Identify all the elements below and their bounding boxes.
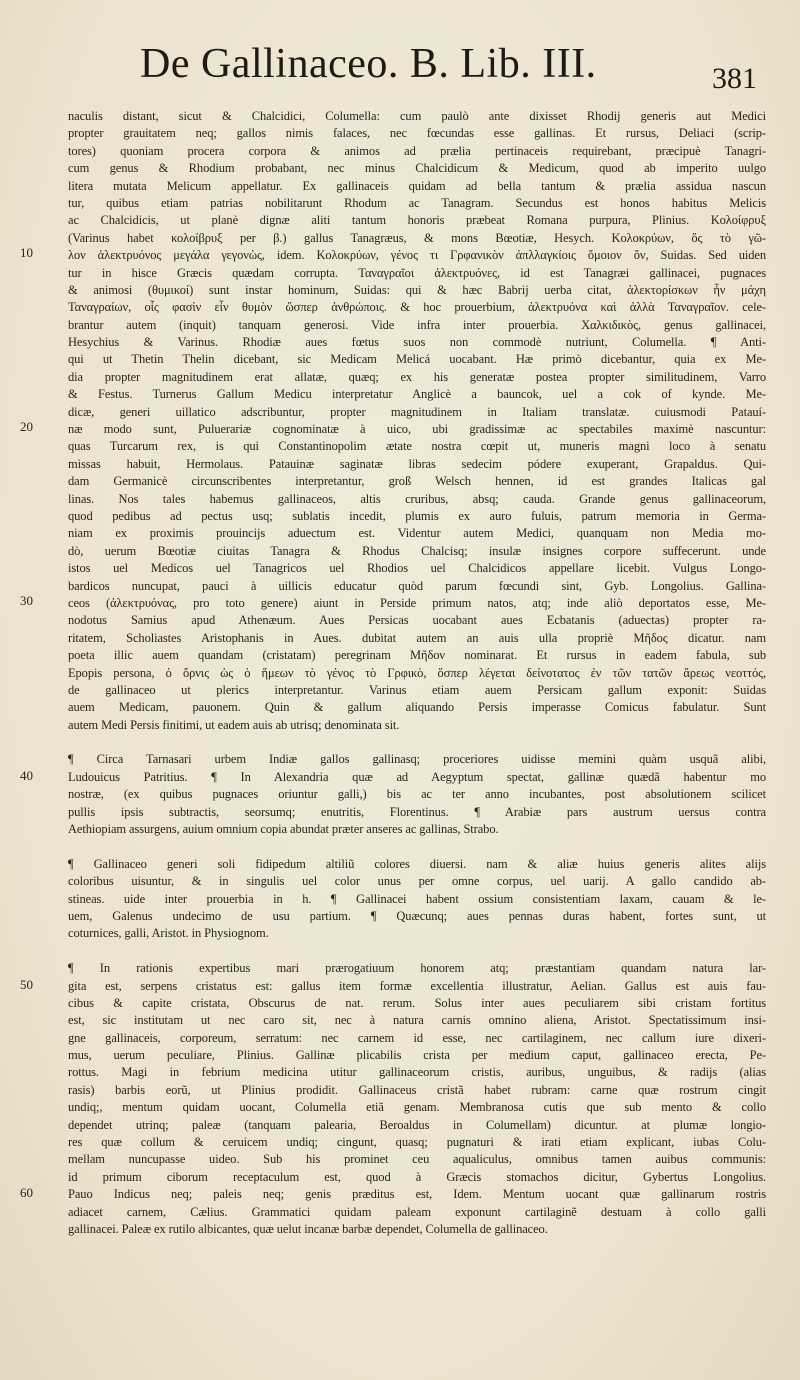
text-line: Epopis persona, ὁ ὄρνις ὡς ὁ ἥμεων τὸ γένος τὸ Γρφικὸ, ὅσπερ λέγεται δείνοτατος ἐν τῶν τατῶν ἄρεως νεοττός,	[68, 665, 766, 680]
text-line: autem Medi Persis finitimi, ut eadem auis ab utrisq; denominata sit.	[68, 717, 400, 732]
line-number: 30	[20, 593, 33, 608]
line-number: 60	[20, 1185, 33, 1200]
text-line: mus, uerum peculiare, Plinius. Gallinæ plicabilis crista per medium caput, gallinaceo erecta, Pe-	[68, 1048, 766, 1063]
text-line: linas. Nos tales habemus gallinaceos, altis cruribus, absq; cauda. Grande genus gallinaceorum,	[68, 491, 766, 506]
running-head: De Gallinaceo. B. Lib. III.	[140, 41, 597, 87]
text-line: est, sic institutam ut nec caro sit, nec à natura carnis omnino aliena, Aristot. Spectatissimum insi-	[68, 1013, 766, 1028]
text-line: dò, uerum Bœotiæ ciuitas Tanagra & Rhodus Chalcisq; insulæ insignes corpore suffecerunt. unde	[68, 543, 766, 558]
text-line: ceos (ἀλεκτρυόνας, pro toto genere) aiunt in Perside primum natos, atq; inde aliò deportatos esse, Me-	[68, 595, 766, 610]
text-line: λον ἀλεκτρυόνος μεγάλα γεγονὼς, idem. Κολοκρύων, γένος τι Γρφανικὸν ἀπλλαγκίοις ὅμοιον ὄν, Suidas. Sed uiden	[68, 248, 766, 263]
line-number: 10	[20, 245, 33, 260]
body-text	[68, 108, 766, 1238]
text-line: missas habuit, Hermolaus. Patauinæ saginatæ libras sedecim pódere exuperant, Grapaldus. Qui-	[68, 456, 766, 471]
line-number: 50	[20, 977, 33, 992]
paragraph	[68, 960, 766, 1238]
text-line: nostræ, (ex quibus pugnaces oriuntur galli,) bis ac ter anno incubantes, post absolutionem scilicet	[68, 787, 766, 802]
text-line: Hesychius & Varinus. Rhodiæ aues fœtus suos non commodè nutriunt, Columella. ¶ Anti-	[68, 335, 766, 350]
paragraph-gap	[68, 838, 766, 855]
text-line: ac Chalcidicis, ut planè dignæ aliti tantum honoris præbeat Romana purpura, Plinius. Κολοίφρυξ	[68, 213, 766, 228]
text-line: ¶ Circa Tarnasari urbem Indiæ gallos gallinasq; proceriores uidisse memini quàm usquã alibi,	[68, 752, 766, 767]
paragraph	[68, 856, 766, 943]
text-line: de gallinaceo ut plerics interpretantur. Varinus etiam auem Persicam gallum exponit: Suidas	[68, 682, 766, 697]
text-line: gallinacei. Paleæ ex rutilo albicantes, quæ uelut incanæ barbæ dependet, Columella de gallinaceo.	[68, 1222, 548, 1236]
text-line: pullis ipsis subtractis, seorsumq; enutritis, Florentinus. ¶ Arabiæ pars austrum uersus contra	[68, 804, 766, 819]
text-line: ¶ Gallinaceo generi soli fidipedum altiliũ colores diuersi. nam & aliæ huius generis alites alijs	[68, 856, 766, 871]
page-number: 381	[712, 62, 757, 95]
text-line: quod pedibus ad pectus usq; sublatis incedit, plumis ex auro fuluis, patrum memoria in Germa-	[68, 508, 766, 523]
text-line: cibus & capite cristata, Obscurus de nat. rerum. Solus inter aues peculiarem sibi cristam fortitus	[68, 995, 766, 1010]
text-line: Ταναγραίων, οἷς φασὶν εἶν θυμὸν ὥσπερ ἀνθρώποις. & hoc prouerbium, ἀλεκτρυόνα καὶ ἀλλὰ Ταναγραῖον. cele-	[68, 300, 766, 315]
text-line: nodotus Samius apud Athenæum. Aues Persicas uocabant aues Ecbatanis (aduectas) propter ra-	[68, 613, 766, 628]
paragraph	[68, 108, 766, 734]
text-line: (Varinus habet κολοίβρυξ per β.) gallus Tanagræus, & mons Bœotiæ, Hesych. Κολοκρύων, ὅς τὸ γῶ-	[68, 230, 766, 245]
text-line: res quæ collum & ceruicem undiq; cingunt, quasq; pugnaturi & irati etiam explicant, iubas Colu-	[68, 1135, 766, 1150]
text-line: mellam nuncupasse uideo. Sub his prominet ceu aqualiculus, omnibus tamen auibus communis:	[68, 1152, 766, 1167]
text-line: id primum ciborum receptaculum est, quod à Græcis stomachos dicitur, Gybertus Longolius.	[68, 1169, 766, 1184]
text-line: dicæ, generi uillatico adscribuntur, propter magnitudinem in Italiam translatæ. cuiusmodi Patauí-	[68, 404, 766, 419]
text-line: coloribus uisuntur, & in singulis uel color unus per omne corpus, uel uarij. A gallo candido ab-	[68, 874, 766, 889]
text-line: tores) quoniam procera corpora & animos ad prælia pertinaceis requirebant, præcipuè Tanagri-	[68, 143, 766, 158]
line-number: 40	[20, 768, 33, 783]
text-line: adiacet carnem, Cælius. Grammatici quidam paleam exponunt cartilaginẽ destuam à collo galli	[68, 1204, 766, 1219]
line-number: 20	[20, 419, 33, 434]
text-line: gne gallinaceis, corporeum, serratum: nec carnem id esse, nec cartilaginem, nec callum iure dixeri-	[68, 1030, 766, 1045]
text-line: coturnices, galli, Aristot. in Physiognom.	[68, 926, 269, 941]
text-line: stineas. uide inter prouerbia in h. ¶ Gallinacei habent ossium consistentiam laxam, cauam & le-	[68, 891, 766, 906]
text-line: dam Germanicè circunscribentes interpretantur, groß Welsch hennen, id est grandes Italicas gal	[68, 474, 766, 489]
text-line: tur, quibus etiam patrias nobilitarunt Rhodum ac Tanagram. Secundus est honos habitus Melicis	[68, 195, 766, 210]
text-line: ritatem, Scholiastes Aristophanis in Aues. dubitat autem an auis ulla propriè Μῆδος dicatur. nam	[68, 630, 766, 645]
text-line: næ modo sunt, Puluerariæ cognominatæ à uico, ubi gradissimæ ac spectabiles maximè nascuntur:	[68, 422, 766, 437]
text-line: dia propter magnitudinem erat allatæ, quæq; ex his generatæ postea propter similitudinem, Varro	[68, 369, 766, 384]
paragraph	[68, 751, 766, 838]
text-line: niam ex proximis prouincijs aduectum est. Videntur autem Medici, quanquam non Media mo-	[68, 526, 766, 541]
text-line: Ludouicus Patritius. ¶ In Alexandria quæ ad Aegyptum spectat, gallinæ quædã habentur mo	[68, 769, 766, 784]
text-line: & Festus. Turnerus Gallum Medicu interpretatur Anglicè a bauncok, uel a cok of kynde. Me-	[68, 387, 766, 402]
text-line: tur in hisce Græcis quædam corrupta. Ταναγραῖοι ἀλεκτρυόνες, id est Tanagræi gallinacei, pugnaces	[68, 265, 766, 280]
text-line: dependet utrinq; paleæ (tanquam palearia, Beroaldus in Columellam) dicuntur. at plumæ longio-	[68, 1117, 766, 1132]
text-line: gita est, serpens cristatus est: gallus item formæ excellentia illustratur, Aelian. Gallus est auis fau-	[68, 978, 766, 993]
text-line: rasis) barbis eorũ, ut Plinius prodidit. Gallinaceus cristã habet rubram: carne quæ rostrum cingit	[68, 1082, 766, 1097]
paragraph-gap	[68, 734, 766, 751]
text-line: litera mutata Melicum appellatur. Ex gallinaceis quidam ad bella tantum & prælia assidua nascun	[68, 178, 766, 193]
text-line: uem, Galenus undecimo de usu partium. ¶ Quæcunq; aues pennas duras habent, fortes sunt, ut	[68, 908, 766, 923]
text-line: ¶ In rationis expertibus mari prærogatiuum honorem atq; præstantiam quandam natura lar-	[68, 961, 766, 976]
text-line: Pauo Indicus neq; paleis neq; genis præditus est, Idem. Mentum uocant quæ gallinarum rostris	[68, 1187, 766, 1202]
text-line: & animosi (θυμικοί) sunt instar hominum, Suidas: qui & hæc Babrij uerba citat, ἀλεκτορίσκων ἦν μάχη	[68, 282, 766, 297]
text-line: bardicos nuncupat, pauci à uillicis educatur quòd parum fœcundi sint, Gyb. Longolius. Gallina-	[68, 578, 766, 593]
text-line: rottus. Magi in febrium medicina utitur gallinaceorum cristis, auribus, unguibus, & radijs (alias	[68, 1065, 766, 1080]
text-line: undiq;, mentum quidam uocant, Columella etiã genam. Membranosa cutis que sub mento & collo	[68, 1100, 766, 1115]
text-line: quas Turcarum rex, is qui Constantinopolim ætate nostra cœpit ut, muneris magni loco à senatu	[68, 439, 766, 454]
text-line: naculis distant, sicut & Chalcidici, Columella: cum paulò ante dixisset Rhodij generis aut Medici	[68, 109, 766, 123]
text-line: brantur autem (inquit) tanquam generosi. Vide infra inter prouerbia. Χαλκιδικὸς, genus gallinacei,	[68, 317, 766, 332]
text-line: cum genus & Rhodium probabant, nec minus Chalcidicum & Medicum, quod ab imperito uulgo	[68, 161, 766, 176]
text-line: auem Medicam, pauonem. Quin & gallum aliquando Persis imperasse Comicus fabulatur. Sunt	[68, 700, 766, 715]
text-line: poeta illic auem quandam (cristatam) peregrinam Μῆδον nominarat. Et rursus in eadem fabula, sub	[68, 648, 766, 663]
text-line: Aethiopiam assurgens, auium omnium copia abundat præter anseres ac gallinas, Strabo.	[68, 822, 499, 837]
text-line: qui ut Thetin Thelin dicebant, sic Medicam Melicá uocabant. Hæ primò dicebantur, quia ex Me-	[68, 352, 766, 367]
paragraph-gap	[68, 943, 766, 960]
text-line: istos uel Medicos uel Tanagricos uel Rhodios uel Chalcidicos appellare licebit. Vulgus Longo-	[68, 561, 766, 576]
text-line: propter grauitatem neq; gallos nimis falaces, nec fœcundas esse gallinas. Et rursus, Deliaci (scrip-	[68, 126, 766, 141]
